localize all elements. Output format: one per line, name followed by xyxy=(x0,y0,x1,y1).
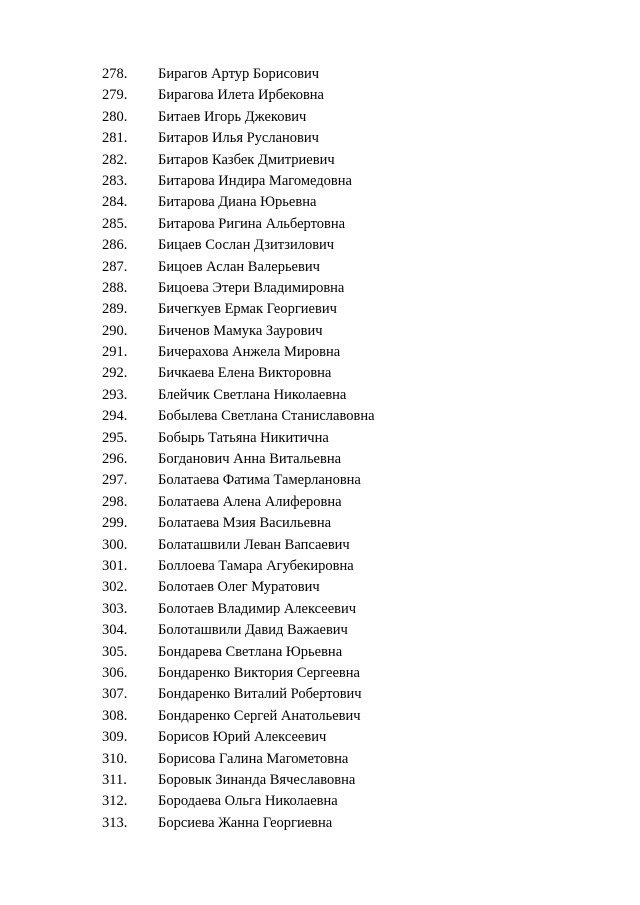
list-item xyxy=(0,727,640,748)
entry-number: 313. xyxy=(102,814,128,831)
list-item xyxy=(0,192,640,213)
list-item xyxy=(0,85,640,106)
list-item xyxy=(0,642,640,663)
entry-number: 310. xyxy=(102,750,128,767)
entry-name: Битарова Индира Магомедовна xyxy=(158,172,352,189)
entry-number: 287. xyxy=(102,258,128,275)
list-item xyxy=(0,299,640,320)
list-item xyxy=(0,278,640,299)
entry-name: Бичерахова Анжела Мировна xyxy=(158,344,341,361)
entry-number: 311. xyxy=(102,771,127,788)
entry-name: Бондаренко Сергей Анатольевич xyxy=(158,707,361,724)
list-item xyxy=(0,406,640,427)
entry-name: Бирагов Артур Борисович xyxy=(158,66,320,82)
list-item xyxy=(0,470,640,491)
entry-number: 285. xyxy=(102,215,128,232)
entry-name: Болатаева Алена Алиферовна xyxy=(158,493,342,510)
list-item xyxy=(0,64,640,85)
list-item xyxy=(0,684,640,705)
entry-name: Борисова Галина Магометовна xyxy=(158,750,349,767)
list-item xyxy=(0,599,640,620)
entry-number: 296. xyxy=(102,451,128,468)
name-list xyxy=(0,64,640,834)
list-item xyxy=(0,663,640,684)
entry-number: 278. xyxy=(102,66,128,82)
entry-name: Бирагова Илета Ирбековна xyxy=(158,87,324,104)
entry-name: Бондаренко Виктория Сергеевна xyxy=(158,664,360,681)
entry-number: 286. xyxy=(102,237,128,254)
entry-name: Болоташвили Давид Важаевич xyxy=(158,622,348,639)
list-item xyxy=(0,128,640,149)
entry-number: 284. xyxy=(102,194,128,211)
entry-name: Богданович Анна Витальевна xyxy=(158,451,342,468)
list-item xyxy=(0,150,640,171)
entry-number: 283. xyxy=(102,172,128,189)
entry-name: Битаев Игорь Джекович xyxy=(158,108,307,125)
list-item xyxy=(0,791,640,812)
entry-number: 306. xyxy=(102,664,128,681)
entry-name: Болотаев Олег Муратович xyxy=(158,579,320,596)
entry-name: Бицаев Сослан Дзитзилович xyxy=(158,237,335,254)
list-item xyxy=(0,749,640,770)
entry-name: Биченов Мамука Заурович xyxy=(158,322,323,339)
entry-number: 302. xyxy=(102,579,128,596)
entry-name: Боллоева Тамара Агубекировна xyxy=(158,557,354,574)
list-item xyxy=(0,770,640,791)
entry-number: 281. xyxy=(102,130,128,147)
list-item xyxy=(0,214,640,235)
entry-number: 307. xyxy=(102,686,128,703)
entry-number: 305. xyxy=(102,643,128,660)
entry-name: Бондарева Светлана Юрьевна xyxy=(158,643,343,660)
entry-name: Борсиева Жанна Георгиевна xyxy=(158,814,333,831)
entry-name: Болатаева Мзия Васильевна xyxy=(158,515,332,532)
entry-number: 309. xyxy=(102,729,128,746)
list-item xyxy=(0,171,640,192)
list-item xyxy=(0,556,640,577)
entry-name: Бобылева Светлана Станиславовна xyxy=(158,408,375,425)
entry-name: Болаташвили Леван Вапсаевич xyxy=(158,536,350,553)
list-item xyxy=(0,235,640,256)
list-item xyxy=(0,342,640,363)
list-item xyxy=(0,706,640,727)
entry-number: 299. xyxy=(102,515,128,532)
list-item xyxy=(0,813,640,834)
list-item xyxy=(0,492,640,513)
entry-name: Битаров Казбек Дмитриевич xyxy=(158,151,335,168)
entry-number: 293. xyxy=(102,386,128,403)
list-item xyxy=(0,321,640,342)
list-item xyxy=(0,449,640,470)
list-item xyxy=(0,535,640,556)
list-item xyxy=(0,385,640,406)
entry-number: 289. xyxy=(102,301,128,318)
entry-name: Бицоев Аслан Валерьевич xyxy=(158,258,320,275)
entry-number: 303. xyxy=(102,600,128,617)
entry-name: Болатаева Фатима Тамерлановна xyxy=(158,472,361,489)
entry-number: 294. xyxy=(102,408,128,425)
entry-number: 292. xyxy=(102,365,128,382)
entry-number: 280. xyxy=(102,108,128,125)
entry-name: Бобырь Татьяна Никитична xyxy=(158,429,329,446)
entry-number: 297. xyxy=(102,472,128,489)
entry-name: Болотаев Владимир Алексеевич xyxy=(158,600,357,617)
list-item xyxy=(0,428,640,449)
list-item xyxy=(0,620,640,641)
entry-number: 288. xyxy=(102,279,128,296)
entry-name: Битарова Диана Юрьевна xyxy=(158,194,317,211)
entry-number: 304. xyxy=(102,622,128,639)
entry-number: 308. xyxy=(102,707,128,724)
entry-name: Борисов Юрий Алексеевич xyxy=(158,729,327,746)
entry-number: 312. xyxy=(102,793,128,810)
entry-number: 290. xyxy=(102,322,128,339)
entry-name: Блейчик Светлана Николаевна xyxy=(158,386,347,403)
entry-name: Бицоева Этери Владимировна xyxy=(158,279,345,296)
entry-number: 279. xyxy=(102,87,128,104)
entry-name: Бичегкуев Ермак Георгиевич xyxy=(158,301,337,318)
entry-number: 291. xyxy=(102,344,128,361)
list-item xyxy=(0,577,640,598)
entry-number: 298. xyxy=(102,493,128,510)
entry-number: 301. xyxy=(102,557,128,574)
list-item xyxy=(0,107,640,128)
list-item xyxy=(0,257,640,278)
entry-number: 295. xyxy=(102,429,128,446)
entry-number: 300. xyxy=(102,536,128,553)
entry-name: Бичкаева Елена Викторовна xyxy=(158,365,332,382)
list-item xyxy=(0,363,640,384)
entry-name: Битаров Илья Русланович xyxy=(158,130,319,147)
entry-name: Бородаева Ольга Николаевна xyxy=(158,793,338,810)
entry-name: Битарова Ригина Альбертовна xyxy=(158,215,346,232)
entry-number: 282. xyxy=(102,151,128,168)
entry-name: Боровык Зинанда Вячеславовна xyxy=(158,771,356,788)
list-item xyxy=(0,513,640,534)
entry-name: Бондаренко Виталий Робертович xyxy=(158,686,362,703)
